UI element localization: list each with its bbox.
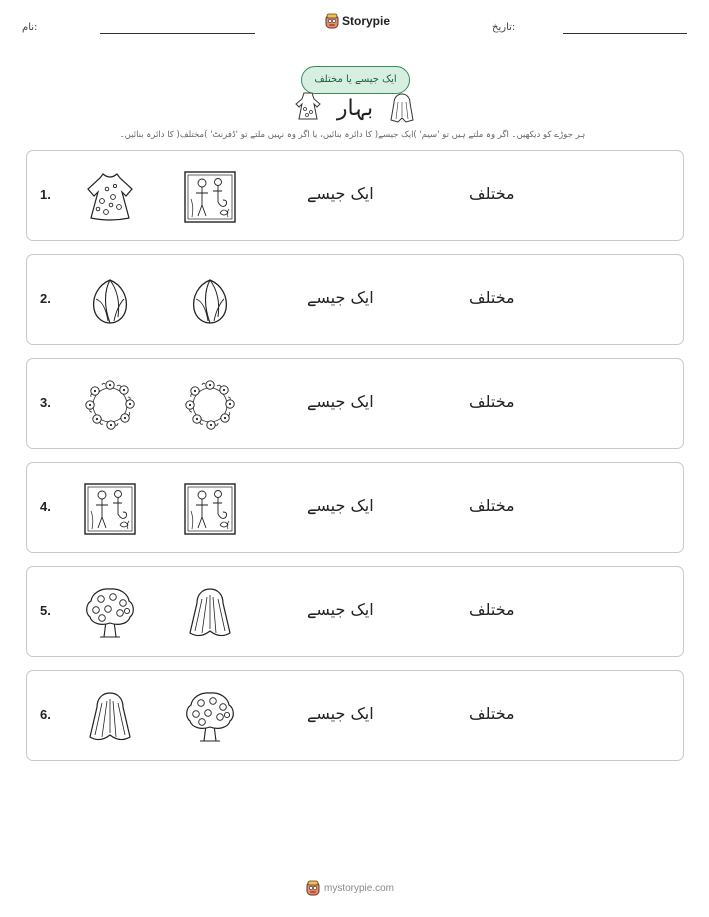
rose-bud-icon (82, 273, 138, 329)
fruit-tree-icon (182, 689, 238, 745)
option-different[interactable]: مختلف (469, 600, 515, 619)
option-different[interactable]: مختلف (469, 184, 515, 203)
shawl-decoration-icon (388, 92, 416, 124)
shawl-icon (82, 689, 138, 745)
tile-figure-icon (82, 481, 138, 537)
option-different[interactable]: مختلف (469, 288, 515, 307)
footer-site-link[interactable]: mystorypie.com (324, 882, 395, 894)
worksheet-title: بہار (336, 96, 374, 121)
question-row-1 (26, 150, 684, 241)
storypie-mascot-icon (306, 880, 320, 896)
question-number: 5. (40, 603, 51, 618)
rose-bud-icon (182, 273, 238, 329)
question-number: 3. (40, 395, 51, 410)
question-row-5 (26, 566, 684, 657)
shawl-icon (182, 585, 238, 641)
name-label: نام: (22, 22, 38, 33)
date-label: تاریخ: (492, 22, 516, 33)
option-different[interactable]: مختلف (469, 392, 515, 411)
option-same[interactable]: ایک جیسے (307, 600, 374, 619)
question-number: 2. (40, 291, 51, 306)
option-same[interactable]: ایک جیسے (307, 704, 374, 723)
question-row-6 (26, 670, 684, 761)
option-same[interactable]: ایک جیسے (307, 288, 374, 307)
option-same[interactable]: ایک جیسے (307, 392, 374, 411)
option-same[interactable]: ایک جیسے (307, 184, 374, 203)
question-number: 6. (40, 707, 51, 722)
tile-figure-icon (182, 481, 238, 537)
question-row-4 (26, 462, 684, 553)
brand-logo (325, 13, 390, 29)
brand-name: Storypie (342, 14, 391, 28)
option-different[interactable]: مختلف (469, 496, 515, 515)
option-same[interactable]: ایک جیسے (307, 496, 374, 515)
footer (306, 880, 394, 896)
worksheet-type-pill: ایک جیسے یا مختلف (301, 66, 410, 94)
storypie-mascot-icon (325, 13, 339, 29)
instructions-text: ہر جوڑے کو دیکھیں۔ اگر وہ ملتے ہیں تو 'سیم' )ایک جیسے( کا دائرہ بنائیں، یا اگر وہ نہیں ملتے تو 'ڈفرنٹ' )مختلف( کا دائرہ بنائیں۔ (119, 130, 586, 140)
tile-figure-icon (182, 169, 238, 225)
question-number: 1. (40, 187, 51, 202)
fruit-tree-icon (82, 585, 138, 641)
date-line[interactable] (563, 33, 687, 34)
flower-wreath-icon (82, 377, 138, 433)
option-different[interactable]: مختلف (469, 704, 515, 723)
question-row-2 (26, 254, 684, 345)
flower-wreath-icon (182, 377, 238, 433)
question-row-3 (26, 358, 684, 449)
dress-icon (82, 169, 138, 225)
name-line[interactable] (100, 33, 255, 34)
question-number: 4. (40, 499, 51, 514)
